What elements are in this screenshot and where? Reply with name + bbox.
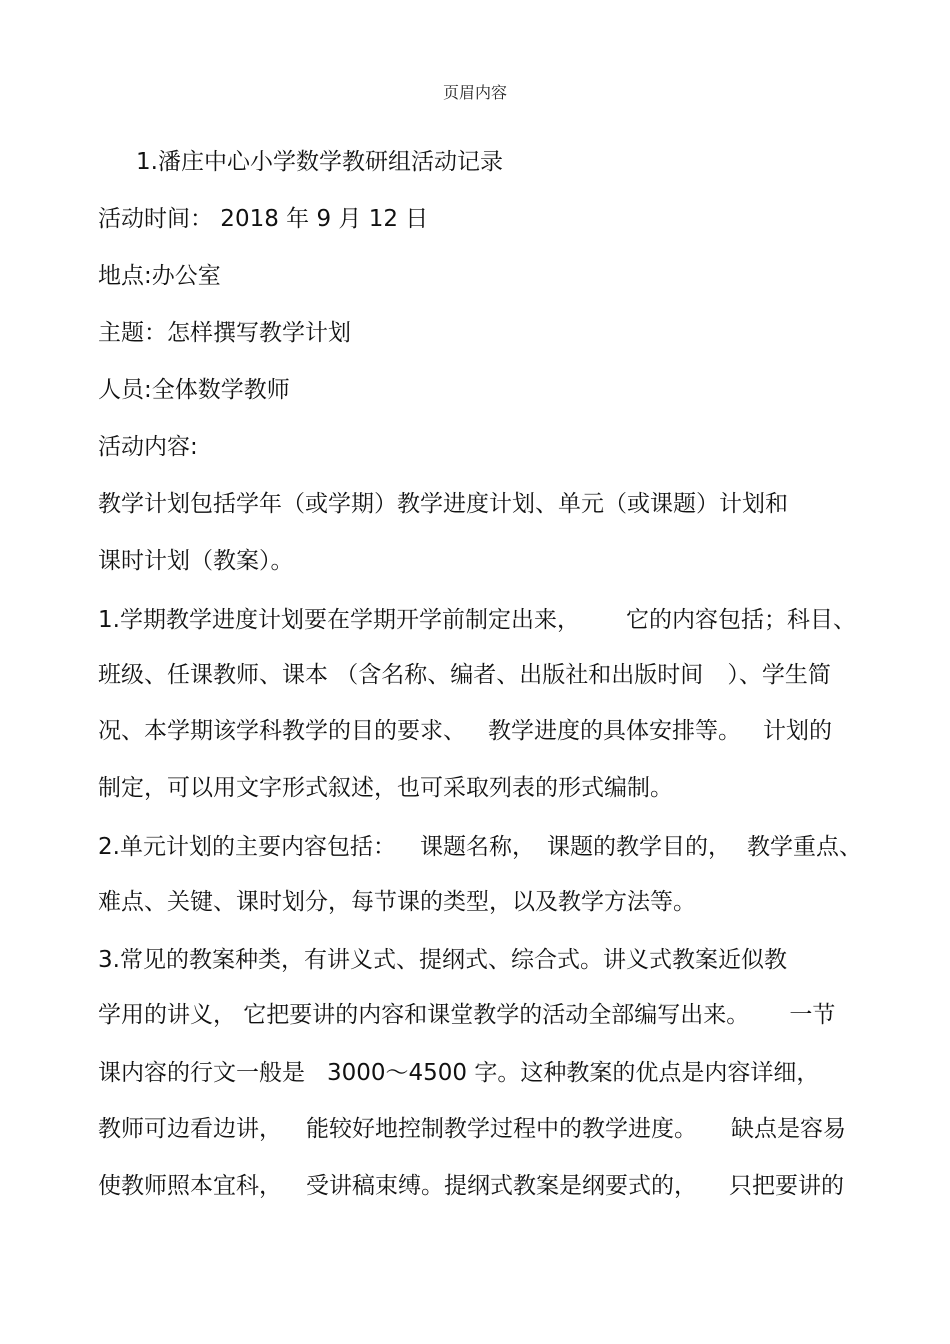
item1-line-3b: 教学进度的具体安排等。 bbox=[488, 718, 741, 744]
item3-line-2b: 一节 bbox=[789, 1002, 836, 1028]
intro-line-2: 课时计划（教案）。 bbox=[98, 548, 294, 574]
activity-time: 活动时间： 2018 年 9 月 12 日 bbox=[98, 206, 429, 232]
item2-line-1c: 课题的教学目的， bbox=[546, 834, 731, 860]
item3-line-2a: 学用的讲义， 它把要讲的内容和课堂教学的活动全部编写出来。 bbox=[98, 1002, 750, 1028]
item3-line-3 bbox=[98, 1058, 819, 1088]
item3-line-5c: 只把要讲的 bbox=[729, 1173, 844, 1199]
page-header: 页眉内容 bbox=[442, 83, 507, 102]
item1-line-4: 制定，可以用文字形式叙述，也可采取列表的形式编制。 bbox=[98, 775, 673, 801]
item3-line-3a: 课内容的行文一般是 bbox=[98, 1060, 305, 1086]
item3-line-4a: 教师可边看边讲， bbox=[98, 1116, 282, 1142]
item3-line-3b: 3000～4500 字。这种教案的优点是内容详细， bbox=[327, 1060, 820, 1086]
item3-line-5 bbox=[98, 1171, 844, 1201]
intro-line-1: 教学计划包括学年（或学期）教学进度计划、单元（或课题）计划和 bbox=[98, 491, 788, 517]
activity-topic: 主题：怎样撰写教学计划 bbox=[98, 320, 351, 346]
item3-line-4 bbox=[98, 1114, 846, 1144]
item3-line-4b: 能较好地控制教学过程中的教学进度。 bbox=[306, 1116, 697, 1142]
item1-line-1 bbox=[98, 605, 856, 635]
item1-line-1a: 1.学期教学进度计划要在学期开学前制定出来， bbox=[98, 607, 580, 633]
item2-line-1 bbox=[98, 832, 862, 862]
item3-line-1: 3.常见的教案种类，有讲义式、提纲式、综合式。讲义式教案近似教 bbox=[98, 947, 787, 973]
item3-line-5a: 使教师照本宜科， bbox=[98, 1173, 282, 1199]
item2-line-1a: 2.单元计划的主要内容包括： bbox=[98, 834, 396, 860]
item1-line-3c: 计划的 bbox=[763, 718, 832, 744]
item1-line-2a: 班级、任课教师、课本 （含名称、编者、出版社和出版时间 bbox=[98, 662, 704, 688]
item2-line-2: 难点、关键、课时划分，每节课的类型，以及教学方法等。 bbox=[98, 889, 696, 915]
item2-line-1b: 课题名称， bbox=[419, 834, 535, 860]
item1-line-2b: ）、学生简 bbox=[727, 662, 831, 688]
item3-line-5b: 受讲稿束缚。提纲式教案是纲要式的， bbox=[306, 1173, 697, 1199]
item2-line-1d: 教学重点、 bbox=[746, 834, 862, 860]
item1-line-3a: 况、本学期该学科教学的目的要求、 bbox=[98, 718, 466, 744]
activity-people: 人员:全体数学教师 bbox=[98, 377, 290, 403]
activity-content-label: 活动内容: bbox=[98, 434, 198, 460]
item3-line-2 bbox=[98, 1000, 835, 1030]
item1-line-1b: 它的内容包括；科目、 bbox=[625, 607, 856, 633]
document-title: 1.潘庄中心小学数学教研组活动记录 bbox=[136, 149, 503, 175]
item1-line-3 bbox=[98, 716, 832, 746]
activity-place: 地点:办公室 bbox=[98, 263, 221, 289]
item1-line-2 bbox=[98, 660, 831, 690]
item3-line-4c: 缺点是容易 bbox=[731, 1116, 846, 1142]
